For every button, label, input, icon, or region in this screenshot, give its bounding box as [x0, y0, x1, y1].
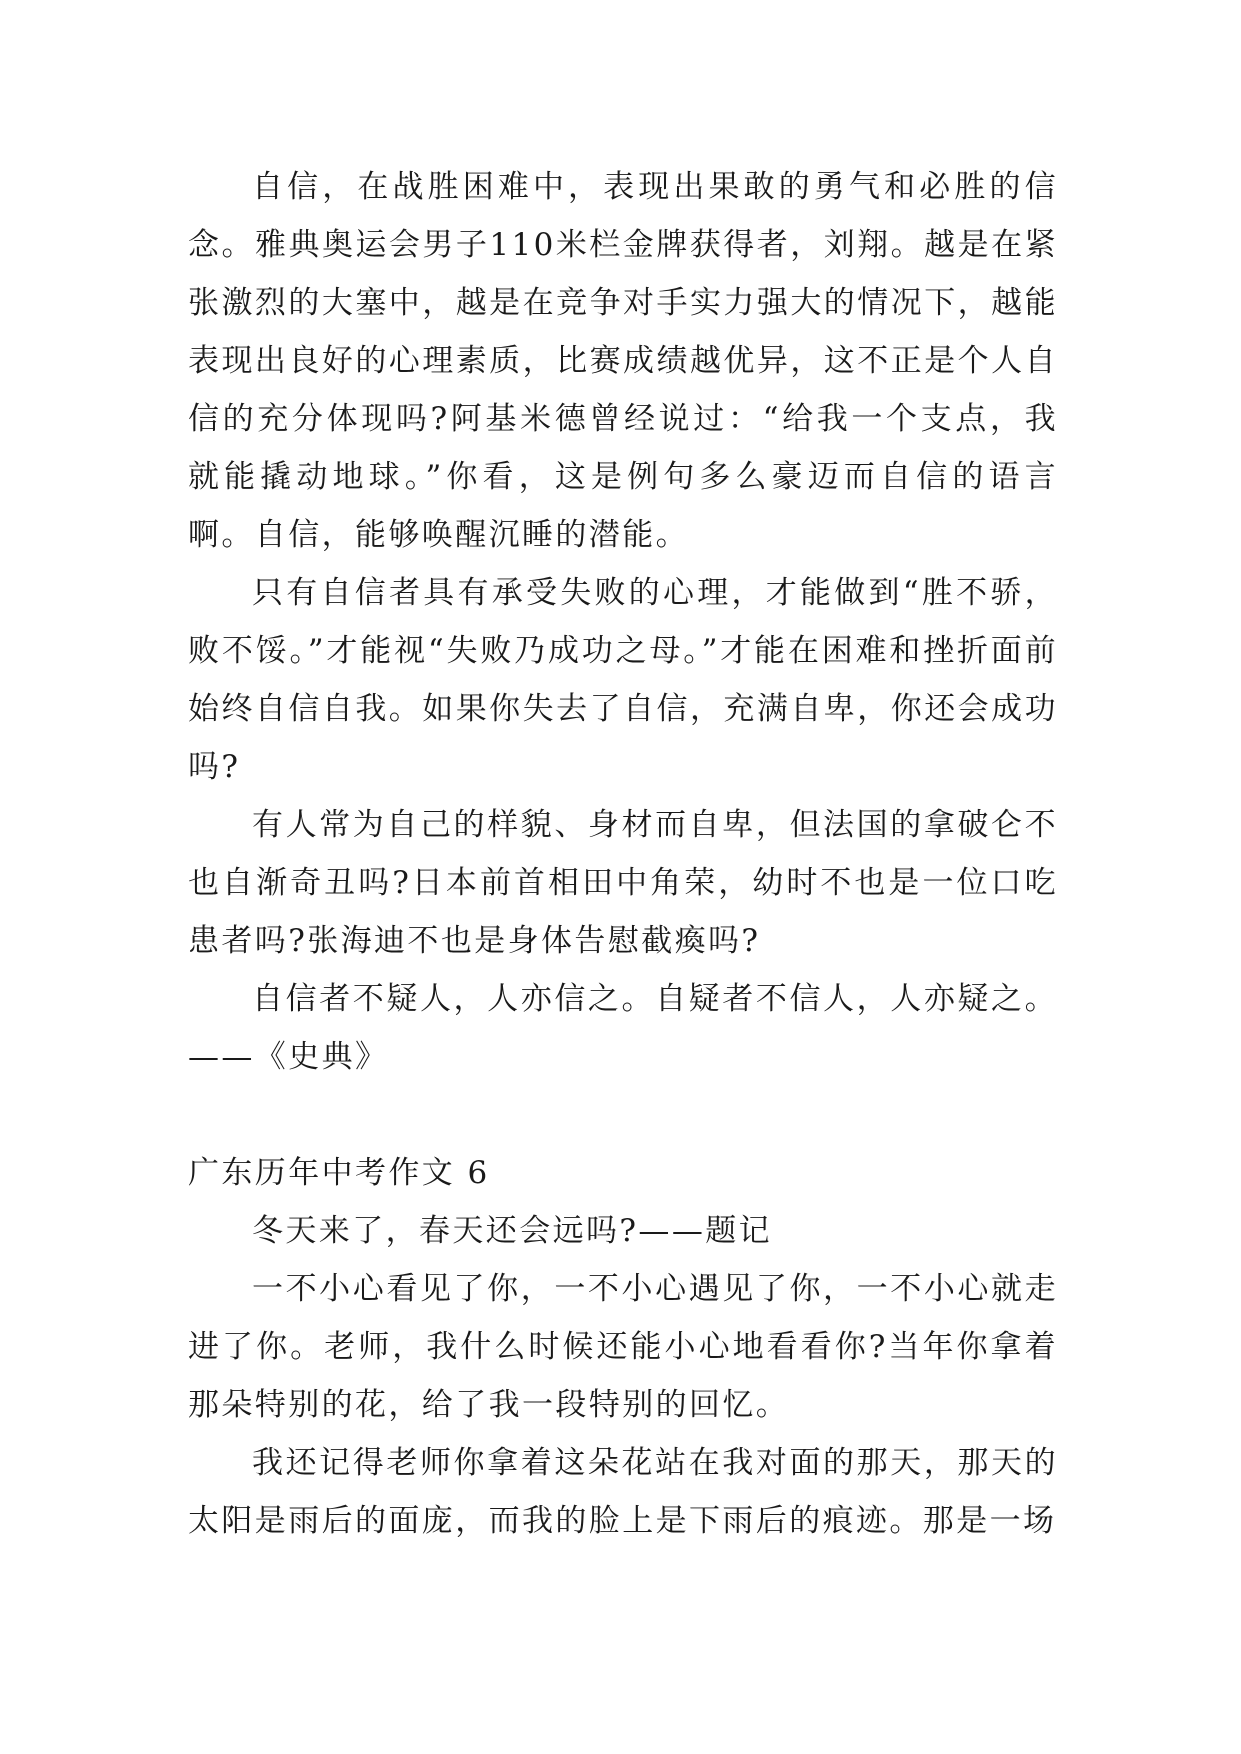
paragraph-confidence-failure: 只有自信者具有承受失败的心理，才能做到“胜不骄，败不馁。”才能视“失败乃成功之母。”才能在困难和挫折面前始终自信自我。如果你失去了自信，充满自卑，你还会成功吗?	[188, 575, 1058, 785]
paragraph-meeting-teacher: 一不小心看见了你，一不小心遇见了你，一不小心就走进了你。老师，我什么时候还能小心地看看你?当年你拿着那朵特别的花，给了我一段特别的回忆。	[188, 1271, 1058, 1423]
paragraph-quote-shidian: 自信者不疑人，人亦信之。自疑者不信人，人亦疑之。——《史典》	[188, 981, 1058, 1075]
paragraph-memory-flower: 我还记得老师你拿着这朵花站在我对面的那天，那天的太阳是雨后的面庞，而我的脸上是下雨后的痕迹。那是一场	[188, 1445, 1058, 1539]
document-page	[188, 158, 1058, 1550]
paragraph-confidence-courage: 自信，在战胜困难中，表现出果敢的勇气和必胜的信念。雅典奥运会男子110米栏金牌获得者，刘翔。越是在紧张激烈的大塞中，越是在竞争对手实力强大的情况下，越能表现出良好的心理素质，比赛成绩越优异，这不正是个人自信的充分体现吗?阿基米德曾经说过：“给我一个支点，我就能撬动地球。”你看，这是例句多么豪迈而自信的语言啊。自信，能够唤醒沉睡的潜能。	[188, 169, 1058, 553]
section-heading: 广东历年中考作文 6	[188, 1155, 490, 1191]
paragraph-epigraph: 冬天来了，春天还会远吗?——题记	[252, 1213, 773, 1249]
paragraph-confidence-appearance: 有人常为自己的样貌、身材而自卑，但法国的拿破仑不也自渐奇丑吗?日本前首相田中角荣，幼时不也是一位口吃患者吗?张海迪不也是身体告慰截瘓吗?	[188, 807, 1058, 959]
